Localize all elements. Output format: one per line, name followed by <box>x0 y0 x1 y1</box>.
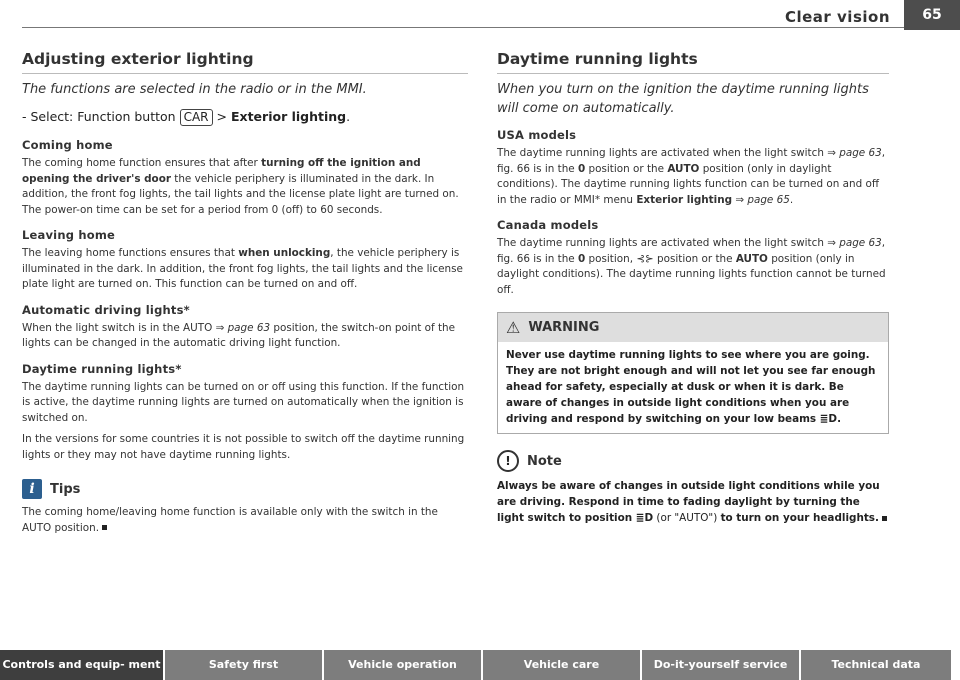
footer-nav <box>0 650 960 680</box>
heading-automatic-driving-lights: Automatic driving lights* <box>22 302 190 317</box>
step-separator: > <box>216 109 227 124</box>
page-reference-link[interactable]: ⇒ page 63 <box>215 321 271 334</box>
paragraph-drl-2: In the versions for some countries it is not possible to switch off the daytime running lights or they may not have daytime running lights. <box>22 433 465 461</box>
parking-light-icon: ⊰⊱ <box>636 252 654 265</box>
end-marker-icon <box>882 516 887 521</box>
info-icon: i <box>22 479 42 499</box>
paragraph-automatic-driving-lights: When the light switch is in the AUTO ⇒ page 63 position, the switch-on point of the lights can be changed in the automatic driving light function. <box>22 321 456 349</box>
paragraph-drl-1: The daytime running lights can be turned on or off using this function. If the function is active, the daytime running lights are turned on automatically when the ignition is switched on. <box>22 380 465 424</box>
right-column <box>497 50 889 526</box>
car-button-key: CAR <box>180 109 213 126</box>
footer-tab-technical-data[interactable]: Technical data <box>801 650 951 680</box>
paragraph-usa-models: The daytime running lights are activated when the light switch ⇒ page 63, fig. 66 is in the 0 position or the AUTO position (only in daylight conditions). The daytime running lights function can be turned on and off in the radio or MMI* menu Exterior lighting ⇒ page 65. <box>497 147 886 206</box>
page-number: 65 <box>904 0 960 30</box>
footer-tab-vehicle-operation[interactable]: Vehicle operation <box>324 650 481 680</box>
heading-usa-models: USA models <box>497 128 577 142</box>
heading-daytime-running-lights: Daytime running lights <box>497 50 889 74</box>
page-reference-link[interactable]: ⇒ page 63 <box>827 237 882 249</box>
page-reference-link[interactable]: ⇒ page 65 <box>735 193 790 206</box>
end-marker-icon <box>102 525 107 530</box>
exclamation-circle-icon: ! <box>497 450 519 472</box>
footer-tab-vehicle-care[interactable]: Vehicle care <box>483 650 640 680</box>
warning-box <box>497 312 889 434</box>
step-target: Exterior lighting <box>230 109 347 124</box>
warning-label: WARNING <box>528 320 600 335</box>
paragraph-canada-models: The daytime running lights are activated when the light switch ⇒ page 63, fig. 66 is in the 0 position, ⊰⊱ position or the AUTO position (only in daylight conditions). The daytime running lights function cannot be turned off. <box>497 237 886 296</box>
lead-text: The functions are selected in the radio or in the MMI. <box>22 82 367 97</box>
section-title: Clear vision <box>784 8 890 26</box>
lead-text-right: When you turn on the ignition the daytime running lights will come on automatically. <box>497 82 869 116</box>
footer-tab-controls[interactable]: Controls and equip- ment <box>0 650 163 680</box>
paragraph-coming-home: The coming home function ensures that after turning off the ignition and opening the driver's door the vehicle periphery is illuminated in the dark. In addition, the front fog lights, the tail lights and the license plate light are turned on. The power-on time can be set for a period from 0 (off) to 60 seconds. <box>22 157 459 216</box>
warning-text: Never use daytime running lights to see where you are going. They are not bright enough and will not let you see far enough ahead for safety, especially at dusk or when it is dark. Be aware of changes in outside light conditions when you are driving and respond by switching on your low beams ≣D. <box>506 349 876 425</box>
step-prefix: - Select: Function button <box>22 109 176 124</box>
note-text: Always be aware of changes in outside light conditions while you are driving. Respond in time to fading daylight by turning the light switch to position ≣D (or "AUTO") to turn on your headlights. <box>497 478 889 526</box>
tips-label: Tips <box>50 481 81 497</box>
left-column <box>22 50 468 542</box>
select-step <box>22 109 468 126</box>
heading-adjusting-exterior-lighting: Adjusting exterior lighting <box>22 50 468 74</box>
tips-header <box>22 479 468 499</box>
step-suffix: . <box>346 109 351 124</box>
low-beam-icon: ≣D <box>635 512 654 524</box>
heading-canada-models: Canada models <box>497 218 599 232</box>
heading-daytime-running-lights-option: Daytime running lights* <box>22 361 182 376</box>
page-header <box>0 0 960 30</box>
page-reference-link[interactable]: ⇒ page 63 <box>827 147 882 159</box>
footer-tab-diy-service[interactable]: Do-it-yourself service <box>642 650 799 680</box>
tips-text: The coming home/leaving home function is available only with the switch in the AUTO position. <box>22 506 438 534</box>
note-label: Note <box>527 453 562 469</box>
warning-header <box>498 313 888 342</box>
heading-leaving-home: Leaving home <box>22 228 116 242</box>
header-rule <box>22 27 932 28</box>
footer-tab-safety[interactable]: Safety first <box>165 650 322 680</box>
heading-coming-home: Coming home <box>22 138 113 152</box>
warning-triangle-icon: ⚠ <box>506 318 521 337</box>
low-beam-icon: ≣D <box>819 413 838 425</box>
note-header <box>497 450 889 472</box>
paragraph-leaving-home: The leaving home functions ensures that when unlocking, the vehicle periphery is illuminated in the dark. In addition, the front fog lights, the tail lights and the license plate light are turned on. This function can be turned on and off. <box>22 247 463 290</box>
